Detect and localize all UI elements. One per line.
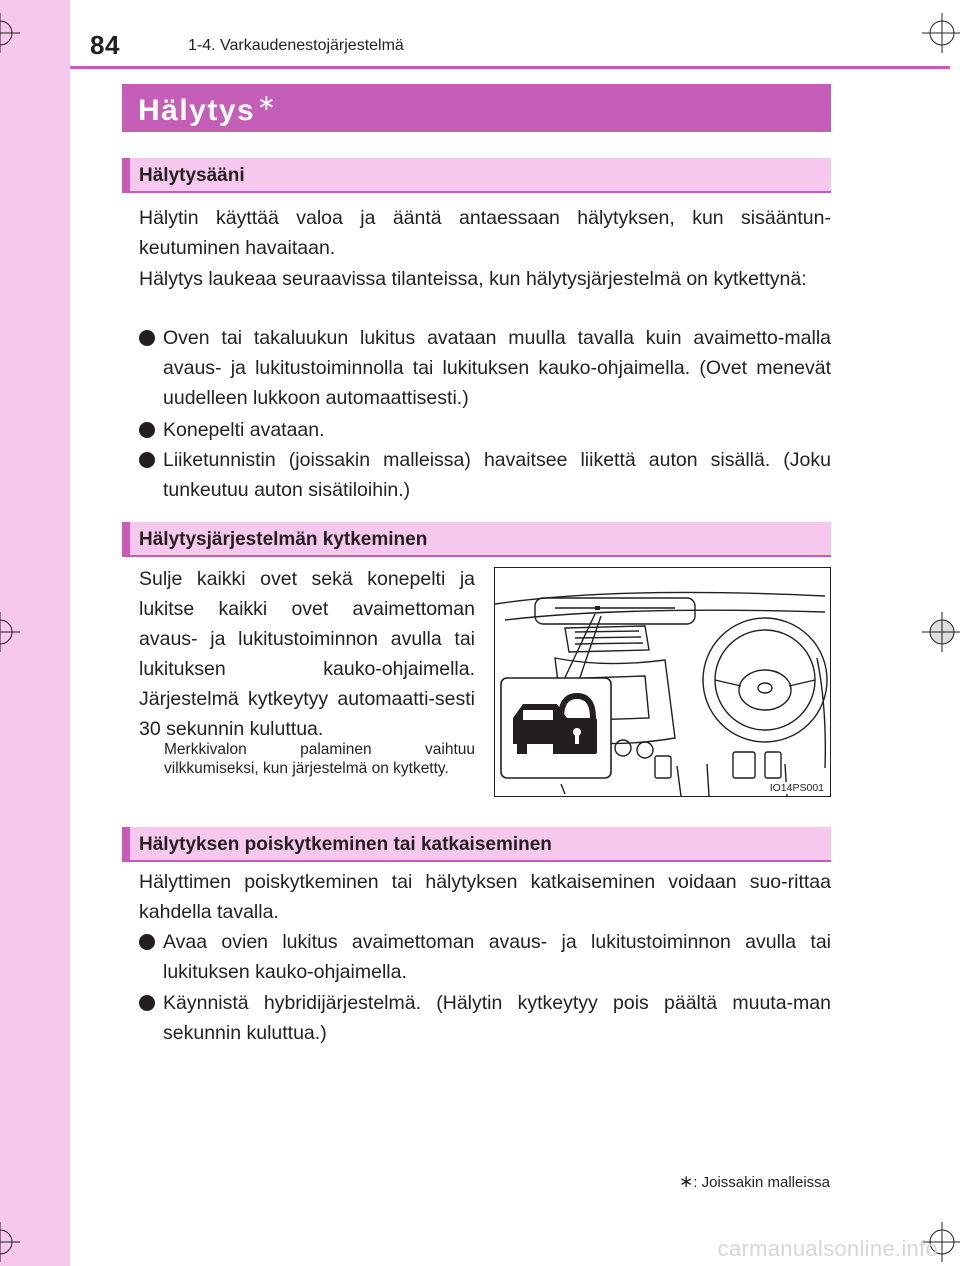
crop-mark-top-left bbox=[0, 13, 20, 53]
footnote-text: : Joissakin malleissa bbox=[693, 1174, 830, 1191]
dashboard-drawing bbox=[495, 568, 830, 796]
list-item-text: Liiketunnistin (joissakin malleissa) havaitsee liikettä auton sisällä. (Joku tunkeutuu auton sisätiloihin.) bbox=[163, 449, 831, 501]
header-rule bbox=[70, 66, 950, 69]
bullet-icon bbox=[139, 452, 155, 468]
list-item bbox=[139, 927, 831, 987]
page-number: 84 bbox=[90, 30, 120, 60]
list-item bbox=[139, 415, 831, 445]
paragraph: Sulje kaikki ovet sekä konepelti ja lukitse kaikki ovet avaimettoman avaus- ja lukitustoiminnon avulla tai lukituksen kauko-ohjaimella. Järjestelmä kytkeytyy automaatti-sesti 30 sekunnin kuluttua. bbox=[139, 568, 475, 740]
section-heading-bar bbox=[122, 158, 130, 191]
section-heading-bar bbox=[122, 522, 130, 555]
figure-code: IO14PS001 bbox=[769, 782, 824, 794]
page-title bbox=[138, 90, 277, 128]
list-item bbox=[139, 445, 831, 505]
section-heading-text: Hälytysääni bbox=[139, 165, 245, 186]
page-title-text: Hälytys bbox=[138, 94, 256, 127]
section-heading-halytysaani bbox=[122, 158, 831, 193]
section-path: 1-4. Varkaudenestojärjestelmä bbox=[188, 37, 404, 54]
watermark: carmanualsonline.info bbox=[717, 1236, 938, 1261]
paragraph: Hälytin käyttää valoa ja ääntä antaessaan hälytyksen, kun sisääntun-keutuminen havaitaan. bbox=[139, 207, 831, 259]
list-item-text: Käynnistä hybridijärjestelmä. (Hälytin kytkeytyy pois päältä muuta-man sekunnin kuluttua.) bbox=[163, 992, 831, 1044]
paragraph: Hälyttimen poiskytkeminen tai hälytyksen katkaiseminen voidaan suo-rittaa kahdella tavalla. bbox=[139, 871, 831, 923]
crop-mark-bottom-left bbox=[0, 1222, 20, 1262]
footnote-asterisk: ∗ bbox=[679, 1172, 694, 1191]
section-heading-kytkeminen bbox=[122, 522, 831, 557]
section-heading-text: Hälytyksen poiskytkeminen tai katkaiseminen bbox=[139, 834, 552, 855]
bullet-icon bbox=[139, 422, 155, 438]
list-item-text: Konepelti avataan. bbox=[163, 419, 325, 441]
dashboard-illustration bbox=[494, 567, 831, 797]
paragraph: Hälytys laukeaa seuraavissa tilanteissa, kun hälytysjärjestelmä on kytkettynä: bbox=[139, 268, 807, 290]
crop-mark-mid-left bbox=[0, 612, 20, 652]
list-item-text: Avaa ovien lukitus avaimettoman avaus- ja lukitustoiminnon avulla tai lukituksen kauko-ohjaimella. bbox=[163, 931, 831, 983]
title-asterisk: ∗ bbox=[257, 90, 278, 115]
bullet-icon bbox=[139, 995, 155, 1011]
list-item bbox=[139, 323, 831, 413]
section-heading-poiskytkeminen bbox=[122, 827, 831, 862]
section-heading-bar bbox=[122, 827, 130, 860]
crop-mark-top-right bbox=[922, 13, 960, 53]
crop-mark-mid-right bbox=[922, 612, 960, 652]
bullet-icon bbox=[139, 934, 155, 950]
bullet-icon bbox=[139, 330, 155, 346]
note-text: Merkkivalon palaminen vaihtuu vilkkumiseksi, kun järjestelmä on kytketty. bbox=[164, 741, 475, 777]
title-banner bbox=[122, 84, 831, 132]
footnote bbox=[679, 1172, 830, 1192]
section-heading-text: Hälytysjärjestelmän kytkeminen bbox=[139, 529, 428, 550]
list-item-text: Oven tai takaluukun lukitus avataan muulla tavalla kuin avaimetto-malla avaus- ja lukitustoiminnolla tai lukituksen kauko-ohjaimella. (Ovet menevät uudelleen lukkoon automaattisesti.) bbox=[163, 327, 831, 409]
list-item bbox=[139, 988, 831, 1048]
